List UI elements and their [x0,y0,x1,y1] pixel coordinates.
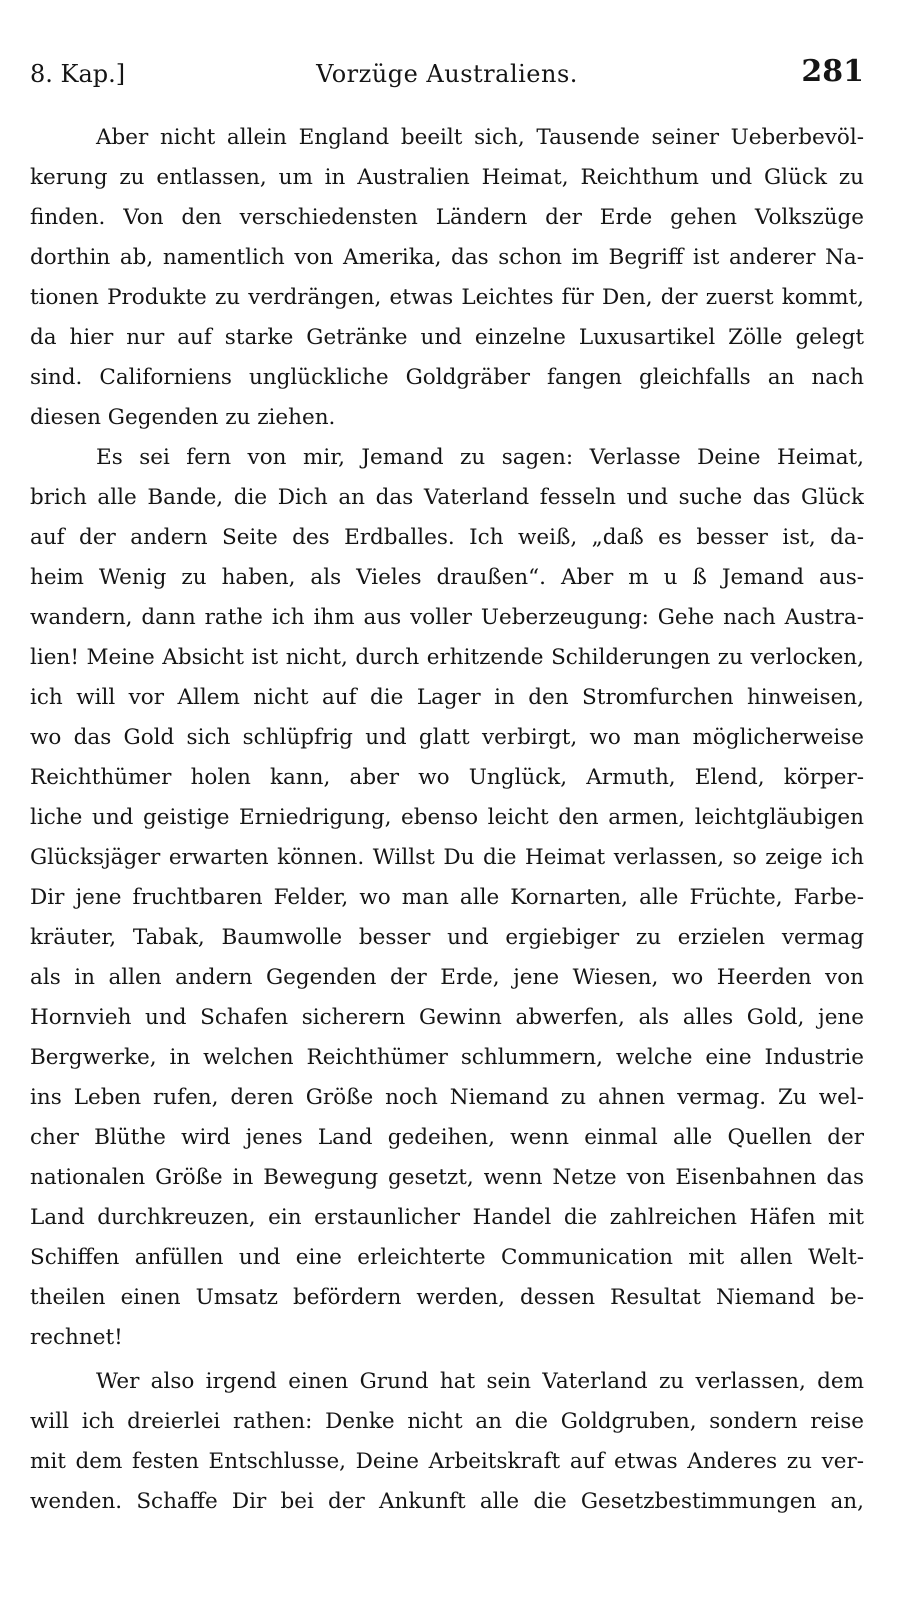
text-line: kerung zu entlassen, um in Australien Heimat, Reichthum und Glück zu [30,165,864,190]
text-line: Reichthümer holen kann, aber wo Unglück, Armuth, Elend, körper- [30,765,864,790]
text-line: Bergwerke, in welchen Reichthümer schlummern, welche eine Industrie [30,1045,864,1070]
text-line: wo das Gold sich schlüpfrig und glatt verbirgt, wo man möglicherweise [30,725,864,750]
text-line: Es sei fern von mir, Jemand zu sagen: Verlasse Deine Heimat, [96,445,864,470]
text-line: rechnet! [30,1325,123,1350]
text-line: kräuter, Tabak, Baumwolle besser und ergiebiger zu erzielen vermag [30,925,864,950]
text-line: Schiffen anfüllen und eine erleichterte Communication mit allen Welt- [30,1245,864,1270]
text-line: wandern, dann rathe ich ihm aus voller Ueberzeugung: Gehe nach Austra- [30,605,864,630]
text-line: Hornvieh und Schafen sicherern Gewinn abwerfen, als alles Gold, jene [30,1005,864,1030]
text-line: Land durchkreuzen, ein erstaunlicher Handel die zahlreichen Häfen mit [30,1205,864,1230]
text-line: Glücksjäger erwarten können. Willst Du die Heimat verlassen, so zeige ich [30,845,864,870]
page-header [30,54,864,98]
text-line: Wer also irgend einen Grund hat sein Vaterland zu verlassen, dem [96,1369,864,1394]
text-line: ins Leben rufen, deren Größe noch Niemand zu ahnen vermag. Zu wel- [30,1085,864,1110]
text-line: heim Wenig zu haben, als Vieles draußen“. Aber m u ß Jemand aus- [30,565,864,590]
text-line: auf der andern Seite des Erdballes. Ich weiß, „daß es besser ist, da- [30,525,864,550]
text-line: als in allen andern Gegenden der Erde, jene Wiesen, wo Heerden von [30,965,864,990]
text-line: brich alle Bande, die Dich an das Vaterland fesseln und suche das Glück [30,485,864,510]
text-line: diesen Gegenden zu ziehen. [30,405,336,430]
body-text [30,118,864,1522]
text-line: will ich dreierlei rathen: Denke nicht an die Goldgruben, sondern reise [30,1409,864,1434]
page-number: 281 [801,54,864,89]
text-line: dorthin ab, namentlich von Amerika, das schon im Begriff ist anderer Na- [30,245,864,270]
text-line: finden. Von den verschiedensten Ländern der Erde gehen Volkszüge [30,205,864,230]
text-line: Aber nicht allein England beeilt sich, Tausende seiner Ueberbevöl- [96,125,864,150]
text-line: cher Blüthe wird jenes Land gedeihen, wenn einmal alle Quellen der [30,1125,864,1150]
paragraph [30,438,864,1358]
text-line: sind. Californiens unglückliche Goldgräber fangen gleichfalls an nach [30,365,864,390]
chapter-reference: 8. Kap.] [30,60,126,88]
paragraph [30,1362,864,1522]
text-line: Dir jene fruchtbaren Felder, wo man alle Kornarten, alle Früchte, Farbe- [30,885,864,910]
paragraph [30,118,864,438]
text-line: tionen Produkte zu verdrängen, etwas Leichtes für Den, der zuerst kommt, [30,285,864,310]
text-line: wenden. Schaffe Dir bei der Ankunft alle die Gesetzbestimmungen an, [30,1489,864,1514]
text-line: theilen einen Umsatz befördern werden, dessen Resultat Niemand be- [30,1285,864,1310]
text-line: da hier nur auf starke Getränke und einzelne Luxusartikel Zölle gelegt [30,325,864,350]
text-line: nationalen Größe in Bewegung gesetzt, wenn Netze von Eisenbahnen das [30,1165,864,1190]
text-line: ich will vor Allem nicht auf die Lager in den Stromfurchen hinweisen, [30,685,864,710]
running-title: Vorzüge Australiens. [316,60,578,88]
text-line: mit dem festen Entschlusse, Deine Arbeitskraft auf etwas Anderes zu ver- [30,1449,864,1474]
text-line: liche und geistige Erniedrigung, ebenso leicht den armen, leichtgläubigen [30,805,864,830]
text-line: lien! Meine Absicht ist nicht, durch erhitzende Schilderungen zu verlocken, [30,645,864,670]
